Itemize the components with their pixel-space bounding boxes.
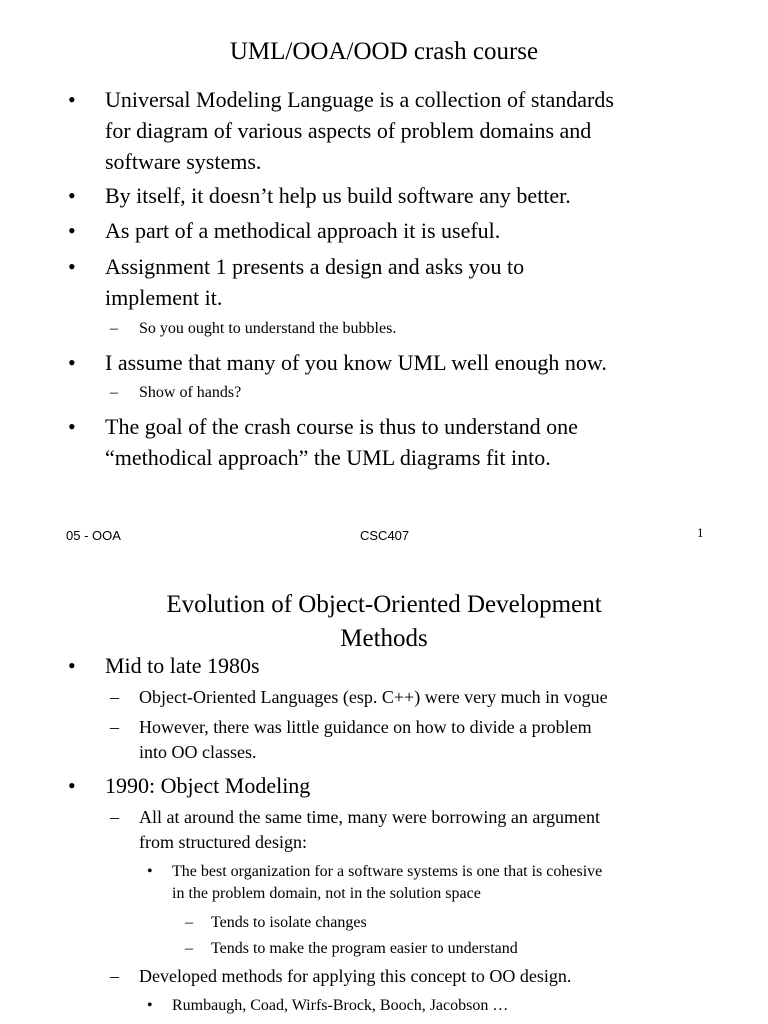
footer-center: CSC407 bbox=[360, 528, 410, 543]
bullet-icon: • bbox=[147, 997, 153, 1014]
bullet-icon: • bbox=[68, 218, 76, 243]
sub-bullet-line: into OO classes. bbox=[139, 742, 257, 762]
third-level-line: The best organization for a software systems is one that is cohesive bbox=[172, 863, 603, 880]
bullet-icon: • bbox=[68, 414, 76, 439]
bullet-text: Mid to late 1980s bbox=[105, 653, 260, 678]
fourth-level-text: Tends to make the program easier to understand bbox=[211, 940, 518, 957]
sub-bullet-text: Show of hands? bbox=[139, 384, 242, 401]
bullet-line: software systems. bbox=[105, 149, 262, 174]
bullet-text: As part of a methodical approach it is useful. bbox=[105, 218, 501, 243]
dash-icon: – bbox=[110, 807, 119, 827]
bullet-icon: • bbox=[68, 183, 76, 208]
sub-bullet-line: All at around the same time, many were borrowing an argument bbox=[139, 807, 601, 827]
bullet-text: 1990: Object Modeling bbox=[105, 773, 311, 798]
sub-bullet-line: However, there was little guidance on how to divide a problem bbox=[139, 717, 592, 737]
bullet-line: Universal Modeling Language is a collection of standards bbox=[105, 87, 614, 112]
footer-left: 05 - OOA bbox=[66, 528, 121, 543]
dash-icon: – bbox=[110, 966, 119, 986]
third-level-text bbox=[172, 861, 602, 905]
slide2-title-line2: Methods bbox=[340, 625, 428, 652]
bullet-text bbox=[105, 411, 578, 473]
bullet-icon: • bbox=[68, 87, 76, 112]
slide2-title-line1: Evolution of Object-Oriented Development bbox=[166, 591, 602, 618]
bullet-text: By itself, it doesn’t help us build software any better. bbox=[105, 183, 571, 208]
dash-icon: – bbox=[185, 940, 193, 957]
bullet-icon: • bbox=[68, 350, 76, 375]
sub-bullet-line: from structured design: bbox=[139, 832, 307, 852]
dash-icon: – bbox=[185, 914, 193, 931]
bullet-line: Assignment 1 presents a design and asks you to bbox=[105, 254, 525, 279]
bullet-line: implement it. bbox=[105, 285, 223, 310]
sub-bullet-text bbox=[139, 715, 592, 765]
sub-bullet-text: So you ought to understand the bubbles. bbox=[139, 320, 397, 337]
bullet-text bbox=[105, 84, 614, 177]
bullet-text bbox=[105, 251, 524, 313]
sub-bullet-text: Developed methods for applying this concept to OO design. bbox=[139, 966, 572, 986]
sub-bullet-text: Object-Oriented Languages (esp. C++) were very much in vogue bbox=[139, 687, 608, 707]
fourth-level-text: Tends to isolate changes bbox=[211, 914, 367, 931]
bullet-line: for diagram of various aspects of problem domains and bbox=[105, 118, 592, 143]
bullet-icon: • bbox=[68, 653, 76, 678]
bullet-line: “methodical approach” the UML diagrams fit into. bbox=[105, 445, 551, 470]
bullet-text: I assume that many of you know UML well enough now. bbox=[105, 350, 607, 375]
bullet-line: The goal of the crash course is thus to understand one bbox=[105, 414, 578, 439]
sub-bullet-text bbox=[139, 805, 600, 855]
bullet-icon: • bbox=[147, 863, 153, 880]
dash-icon: – bbox=[110, 384, 118, 401]
third-level-line: in the problem domain, not in the solution space bbox=[172, 885, 481, 902]
slide1-title: UML/OOA/OOD crash course bbox=[229, 38, 539, 65]
page-number: 1 bbox=[697, 525, 704, 540]
bullet-icon: • bbox=[68, 773, 76, 798]
dash-icon: – bbox=[110, 687, 119, 707]
dash-icon: – bbox=[110, 320, 118, 337]
third-level-text: Rumbaugh, Coad, Wirfs-Brock, Booch, Jacobson … bbox=[172, 997, 509, 1014]
dash-icon: – bbox=[110, 717, 119, 737]
bullet-icon: • bbox=[68, 254, 76, 279]
